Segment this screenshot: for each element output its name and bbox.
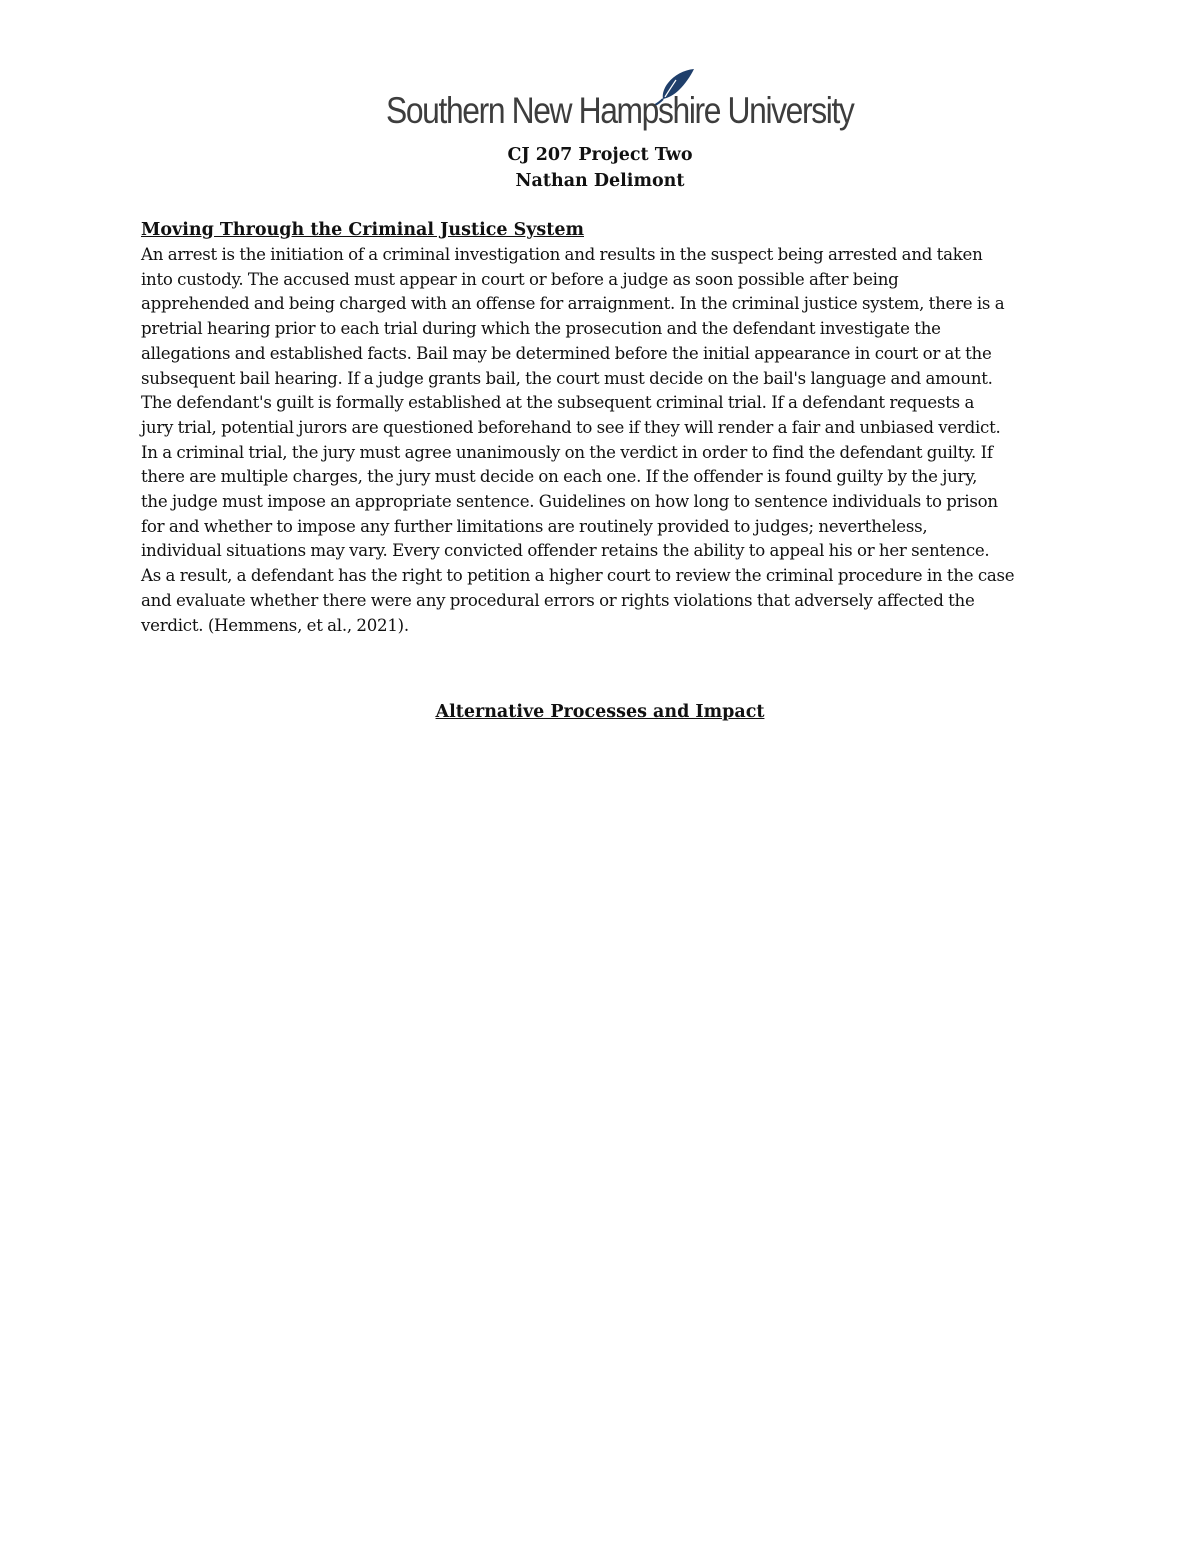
paragraph-line: An arrest is the initiation of a criminal investigation and results in the suspect being arrested and taken [141,245,983,264]
paragraph-line: subsequent bail hearing. If a judge grants bail, the court must decide on the bail's language and amount. [141,368,993,388]
paragraph-line: verdict. (Hemmens, et al., 2021). [141,615,409,635]
author-name: Nathan Delimont [515,170,685,191]
section-heading-alternative-processes: Alternative Processes and Impact [435,702,765,722]
paragraph-line: the judge must impose an appropriate sentence. Guidelines on how long to sentence individuals to prison [141,492,998,512]
section-heading-moving-through: Moving Through the Criminal Justice System [141,220,584,240]
paragraph-line: pretrial hearing prior to each trial during which the prosecution and the defendant investigate the [141,319,941,339]
paragraph-line: In a criminal trial, the jury must agree unanimously on the verdict in order to find the defendant guilty. If [141,442,993,462]
paragraph-line: individual situations may vary. Every convicted offender retains the ability to appeal his or her sentence. [141,541,990,561]
paragraph-line: apprehended and being charged with an offense for arraignment. In the criminal justice system, there is a [141,294,1005,314]
paragraph-line: for and whether to impose any further limitations are routinely provided to judges; nevertheless, [141,516,928,536]
paragraph-line: there are multiple charges, the jury must decide on each one. If the offender is found guilty by the jury, [141,467,978,487]
paragraph-line: jury trial, potential jurors are questioned beforehand to see if they will render a fair and unbiased verdict. [141,417,1001,437]
body-paragraph [141,243,1061,638]
logo-wordmark: Southern New Hampshire University [386,90,854,131]
course-title: CJ 207 Project Two [507,145,693,165]
paragraph-line: allegations and established facts. Bail may be determined before the initial appearance in court or at the [141,343,992,363]
university-logo [386,68,854,136]
paragraph-line: The defendant's guilt is formally established at the subsequent criminal trial. If a defendant requests a [141,393,975,413]
paragraph-line: and evaluate whether there were any procedural errors or rights violations that adversely affected the [141,590,975,610]
title-block [0,143,1200,194]
paragraph-line: into custody. The accused must appear in court or before a judge as soon possible after being [141,269,899,289]
paragraph-line: As a result, a defendant has the right to petition a higher court to review the criminal procedure in the case [141,566,1015,586]
